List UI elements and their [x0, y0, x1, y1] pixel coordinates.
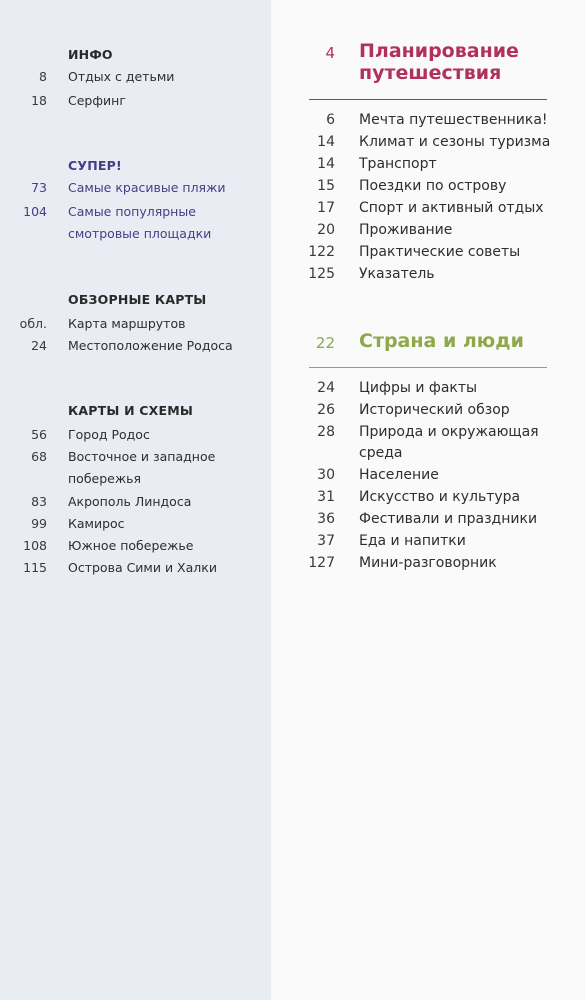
left-column [0, 0, 271, 1000]
item-label-continued: побережья [68, 471, 141, 486]
item-label: Фестивали и праздники [359, 511, 538, 527]
item-label: Цифры и факты [359, 380, 478, 396]
item-label: Еда и напитки [359, 533, 466, 549]
country-title[interactable]: Страна и люди [359, 330, 524, 352]
page-number: 31 [317, 489, 335, 505]
item-label: Камирос [68, 516, 125, 531]
page-number: 6 [326, 112, 335, 128]
super-heading: СУПЕР! [68, 158, 122, 173]
item-label: Отдых с детьми [68, 69, 175, 84]
page-number: 99 [31, 516, 47, 531]
page-number: 104 [23, 204, 47, 219]
item-label: Поездки по острову [359, 178, 507, 194]
page-number: 17 [317, 200, 335, 216]
page-number: 56 [31, 427, 47, 442]
page-number: 83 [31, 494, 47, 509]
planning-title-line: путешествия [359, 62, 502, 84]
page-number: обл. [19, 316, 47, 331]
info-heading: ИНФО [68, 47, 113, 62]
item-label: Население [359, 467, 439, 483]
item-label: Исторический обзор [359, 402, 510, 418]
page-number: 24 [317, 380, 335, 396]
section-page-number: 4 [325, 44, 335, 62]
page-number: 14 [317, 156, 335, 172]
page-number: 73 [31, 180, 47, 195]
item-label: Природа и окружающая [359, 424, 539, 440]
page-number: 18 [31, 93, 47, 108]
maps-heading: КАРТЫ И СХЕМЫ [68, 403, 194, 418]
item-label: Южное побережье [68, 538, 194, 553]
item-label: Восточное и западное [68, 449, 216, 464]
page-number: 125 [308, 266, 335, 282]
item-label-continued: среда [359, 445, 403, 461]
item-label: Город Родос [68, 427, 150, 442]
page-number: 8 [39, 69, 47, 84]
page-number: 68 [31, 449, 47, 464]
page-number: 26 [317, 402, 335, 418]
page-number: 36 [317, 511, 335, 527]
planning-title-line: Планирование [359, 40, 519, 62]
item-label: Акрополь Линдоса [68, 494, 192, 509]
item-label: Указатель [359, 266, 435, 282]
section-divider [309, 99, 547, 100]
item-label: Местоположение Родоса [68, 338, 233, 353]
page-number: 108 [23, 538, 47, 553]
planning-title[interactable] [359, 40, 519, 84]
item-label-continued: смотровые площадки [68, 226, 212, 241]
page-number: 20 [317, 222, 335, 238]
item-label: Транспорт [359, 156, 437, 172]
page-number: 127 [308, 555, 335, 571]
item-label: Острова Сими и Халки [68, 560, 217, 575]
page-number: 15 [317, 178, 335, 194]
item-label: Самые популярные [68, 204, 196, 219]
item-label: Искусство и культура [359, 489, 521, 505]
page-number: 115 [23, 560, 47, 575]
page-number: 14 [317, 134, 335, 150]
item-label: Мечта путешественника! [359, 112, 548, 128]
item-label: Самые красивые пляжи [68, 180, 226, 195]
section-page-number: 22 [315, 334, 335, 352]
page-number: 122 [308, 244, 335, 260]
section-divider [309, 367, 547, 368]
item-label: Спорт и активный отдых [359, 200, 544, 216]
page-number: 24 [31, 338, 47, 353]
page-number: 28 [317, 424, 335, 440]
right-column [271, 0, 585, 1000]
item-label: Мини-разговорник [359, 555, 497, 571]
overview-maps-heading: ОБЗОРНЫЕ КАРТЫ [68, 292, 207, 307]
item-label: Серфинг [68, 93, 126, 108]
item-label: Климат и сезоны туризма [359, 134, 551, 150]
item-label: Проживание [359, 222, 453, 238]
page-number: 37 [317, 533, 335, 549]
page-number: 30 [317, 467, 335, 483]
item-label: Карта маршрутов [68, 316, 186, 331]
item-label: Практические советы [359, 244, 521, 260]
